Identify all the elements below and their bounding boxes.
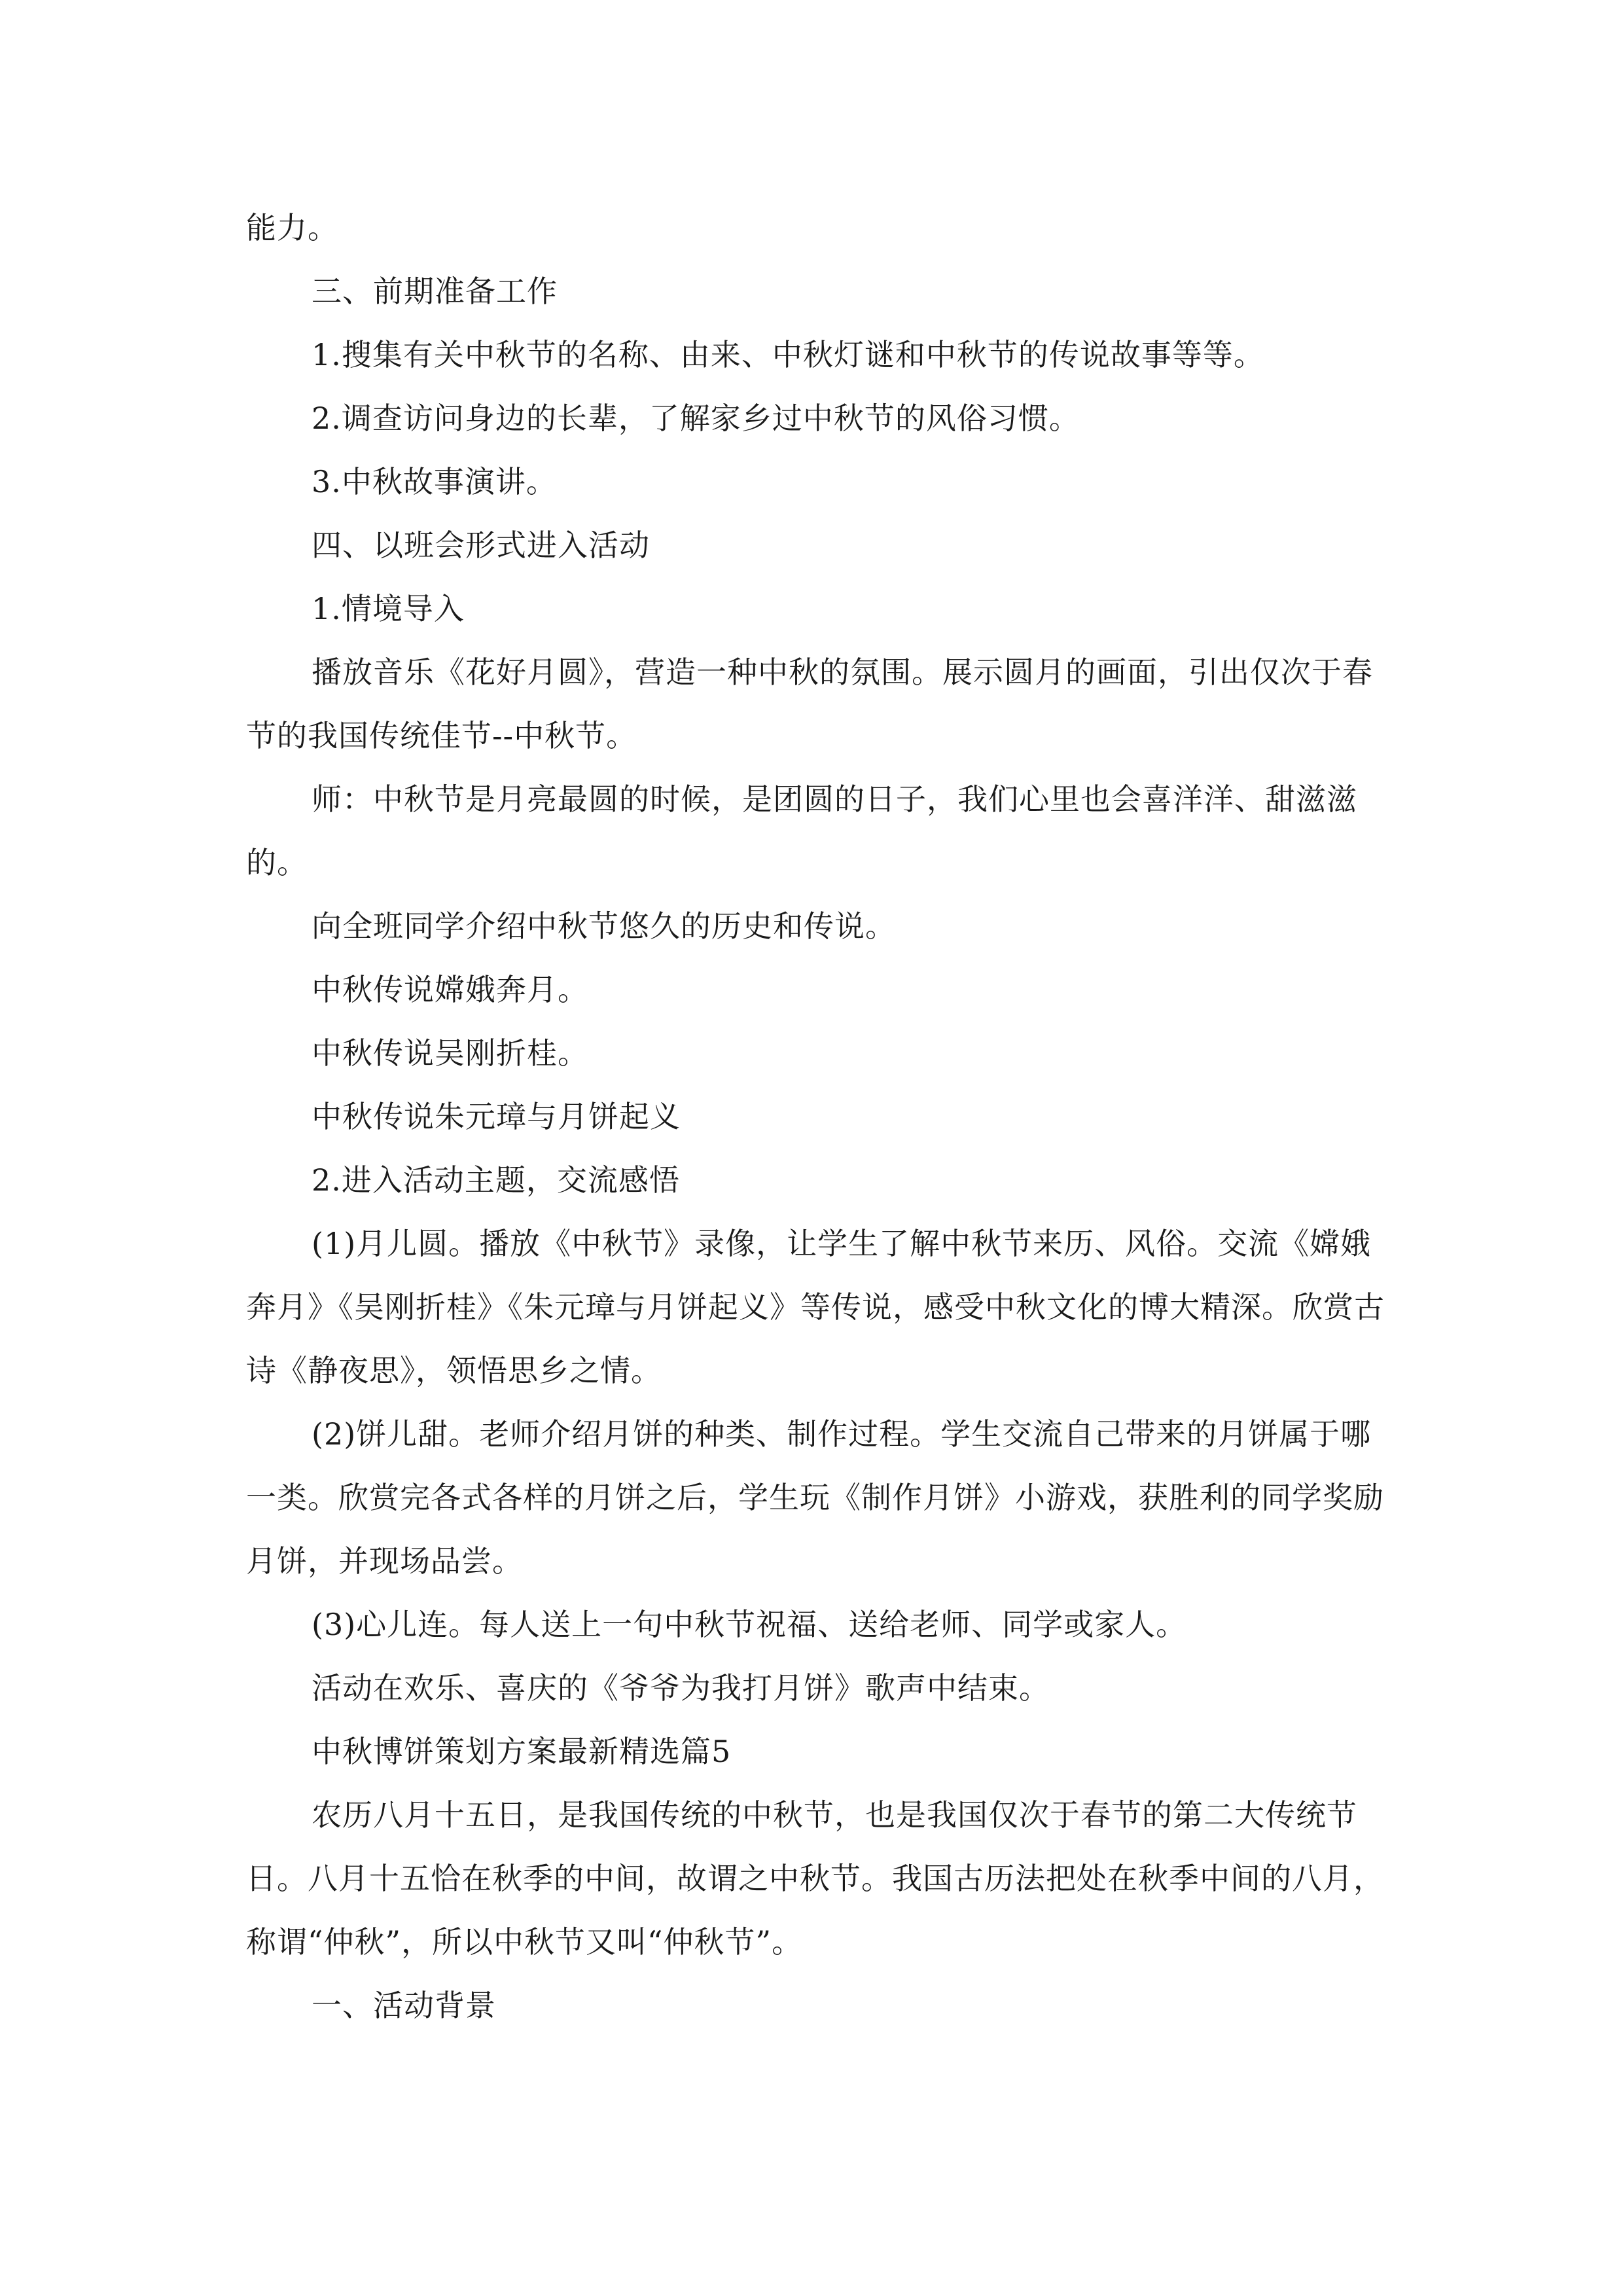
paragraph-festival-intro: 农历八月十五日，是我国传统的中秋节，也是我国仅次于春节的第二大传统节日。八月十五恰在秋季的中间，故谓之中秋节。我国古历法把处在秋季中间的八月，称谓“仲秋”，所以中秋节又叫“仲秋节”。	[246, 1797, 1384, 1960]
document-body	[246, 196, 1398, 2037]
paragraph-continuation: 能力。	[246, 210, 338, 245]
paragraph-history: 向全班同学介绍中秋节悠久的历史和传说。	[312, 908, 896, 944]
list-item-prep-2: 2.调查访问身边的长辈，了解家乡过中秋节的风俗习惯。	[312, 401, 1080, 436]
paragraph-heart: (3)心儿连。每人送上一句中秋节祝福、送给老师、同学或家人。	[312, 1607, 1187, 1642]
section-title: 中秋博饼策划方案最新精选篇5	[312, 1734, 732, 1769]
subheading-theme: 2.进入活动主题，交流感悟	[312, 1162, 680, 1198]
paragraph-teacher: 师：中秋节是月亮最圆的时候，是团圆的日子，我们心里也会喜洋洋、甜滋滋的。	[246, 781, 1357, 880]
list-item-prep-1: 1.搜集有关中秋节的名称、由来、中秋灯谜和中秋节的传说故事等等。	[312, 337, 1264, 372]
heading-activity: 四、以班会形式进入活动	[312, 528, 650, 563]
paragraph-music: 播放音乐《花好月圆》，营造一种中秋的氛围。展示圆月的画面，引出仅次于春节的我国传统佳节--中秋节。	[246, 655, 1373, 753]
list-item-prep-3: 3.中秋故事演讲。	[312, 464, 557, 499]
paragraph-moon: (1)月儿圆。播放《中秋节》录像，让学生了解中秋节来历、风俗。交流《嫦娥奔月》《吴刚折桂》《朱元璋与月饼起义》等传说，感受中秋文化的博大精深。欣赏古诗《静夜思》，领悟思乡之情。	[246, 1226, 1385, 1388]
heading-preparation: 三、前期准备工作	[312, 274, 558, 309]
heading-background: 一、活动背景	[312, 1988, 496, 2023]
paragraph-legend-2: 中秋传说吴刚折桂。	[312, 1035, 588, 1071]
paragraph-legend-1: 中秋传说嫦娥奔月。	[312, 972, 588, 1007]
paragraph-mooncake: (2)饼儿甜。老师介绍月饼的种类、制作过程。学生交流自己带来的月饼属于哪一类。欣赏完各式各样的月饼之后，学生玩《制作月饼》小游戏，获胜利的同学奖励月饼，并现场品尝。	[246, 1416, 1384, 1579]
paragraph-ending: 活动在欢乐、喜庆的《爷爷为我打月饼》歌声中结束。	[312, 1670, 1050, 1706]
paragraph-legend-3: 中秋传说朱元璋与月饼起义	[312, 1099, 681, 1134]
subheading-intro: 1.情境导入	[312, 591, 465, 626]
